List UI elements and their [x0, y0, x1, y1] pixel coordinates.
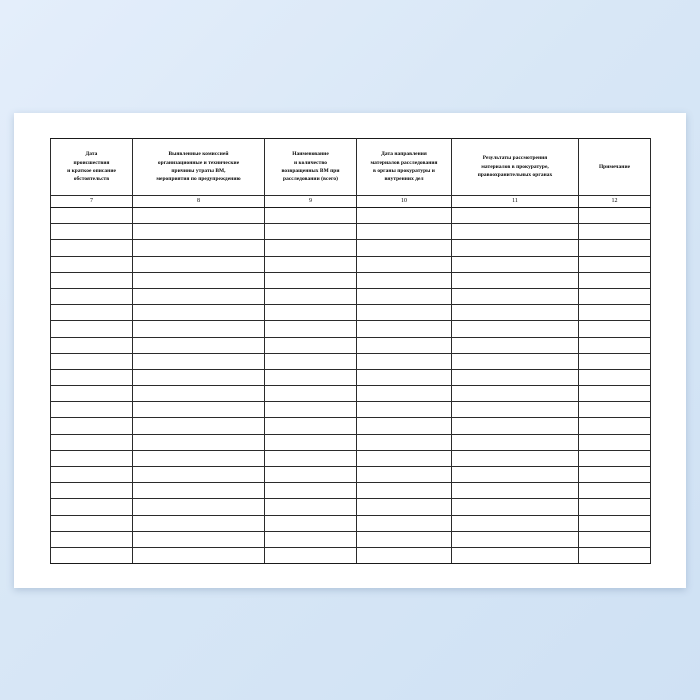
table-cell — [133, 483, 265, 499]
table-cell — [133, 224, 265, 240]
table-row — [51, 305, 651, 321]
table-cell — [265, 499, 357, 515]
table-cell — [51, 499, 133, 515]
table-cell — [452, 434, 579, 450]
table-cell — [357, 386, 452, 402]
table-cell — [357, 224, 452, 240]
table-cell — [452, 240, 579, 256]
table-row — [51, 256, 651, 272]
table-cell — [357, 321, 452, 337]
table-cell — [357, 450, 452, 466]
table-cell — [452, 337, 579, 353]
table-cell — [133, 369, 265, 385]
table-cell — [51, 402, 133, 418]
table-cell — [579, 240, 651, 256]
document-page — [14, 113, 686, 588]
table-cell — [357, 256, 452, 272]
table-cell — [133, 337, 265, 353]
table-row — [51, 386, 651, 402]
table-cell — [51, 483, 133, 499]
table-row — [51, 467, 651, 483]
table-cell — [357, 353, 452, 369]
table-cell — [51, 547, 133, 563]
table-cell — [452, 547, 579, 563]
table-cell — [452, 208, 579, 224]
table-cell — [51, 256, 133, 272]
column-header-review-results: Результаты рассмотрения материалов в прокуратуре, правоохранительных органах — [452, 139, 579, 196]
table-cell — [452, 418, 579, 434]
table-cell — [579, 353, 651, 369]
column-header-causes-measures: Выявленные комиссией организационные и технические причины утраты ВМ, мероприятия по предупреждению — [133, 139, 265, 196]
table-cell — [133, 386, 265, 402]
table-cell — [579, 288, 651, 304]
table-cell — [357, 547, 452, 563]
table-row — [51, 515, 651, 531]
table-cell — [357, 208, 452, 224]
table-cell — [579, 386, 651, 402]
table-cell — [133, 240, 265, 256]
column-number-9: 9 — [265, 196, 357, 208]
table-cell — [579, 321, 651, 337]
table-cell — [133, 272, 265, 288]
table-row — [51, 499, 651, 515]
table-container — [50, 138, 650, 564]
table-cell — [357, 305, 452, 321]
table-cell — [265, 418, 357, 434]
table-cell — [51, 369, 133, 385]
table-cell — [357, 272, 452, 288]
table-cell — [265, 224, 357, 240]
table-cell — [579, 434, 651, 450]
table-cell — [357, 531, 452, 547]
table-cell — [452, 272, 579, 288]
table-cell — [452, 450, 579, 466]
table-row — [51, 272, 651, 288]
column-header-incident-date: Дата происшествия и краткое описание обстоятельств — [51, 139, 133, 196]
table-cell — [51, 208, 133, 224]
table-cell — [51, 531, 133, 547]
table-row — [51, 337, 651, 353]
table-cell — [357, 499, 452, 515]
table-cell — [579, 272, 651, 288]
table-cell — [51, 467, 133, 483]
column-number-10: 10 — [357, 196, 452, 208]
column-number-8: 8 — [133, 196, 265, 208]
table-header-row — [51, 139, 651, 196]
table-cell — [133, 418, 265, 434]
table-cell — [452, 402, 579, 418]
table-cell — [452, 321, 579, 337]
table-cell — [265, 515, 357, 531]
table-cell — [357, 434, 452, 450]
table-row — [51, 353, 651, 369]
table-cell — [357, 483, 452, 499]
table-cell — [265, 369, 357, 385]
table-cell — [51, 434, 133, 450]
table-cell — [452, 224, 579, 240]
table-cell — [265, 402, 357, 418]
column-number-7: 7 — [51, 196, 133, 208]
table-cell — [265, 547, 357, 563]
table-cell — [452, 515, 579, 531]
journal-table — [50, 138, 651, 564]
table-cell — [579, 256, 651, 272]
table-cell — [265, 450, 357, 466]
table-cell — [452, 499, 579, 515]
table-cell — [265, 288, 357, 304]
table-row — [51, 369, 651, 385]
table-cell — [357, 288, 452, 304]
table-cell — [51, 515, 133, 531]
table-cell — [265, 467, 357, 483]
table-row — [51, 434, 651, 450]
table-cell — [133, 256, 265, 272]
table-cell — [452, 531, 579, 547]
table-cell — [133, 531, 265, 547]
table-cell — [133, 353, 265, 369]
table-cell — [452, 288, 579, 304]
table-cell — [579, 547, 651, 563]
table-body — [51, 208, 651, 564]
table-cell — [452, 467, 579, 483]
table-cell — [51, 224, 133, 240]
table-cell — [579, 305, 651, 321]
table-cell — [51, 321, 133, 337]
table-cell — [452, 386, 579, 402]
table-cell — [133, 305, 265, 321]
table-cell — [133, 321, 265, 337]
table-row — [51, 483, 651, 499]
table-cell — [265, 321, 357, 337]
table-cell — [133, 402, 265, 418]
table-row — [51, 402, 651, 418]
table-cell — [452, 353, 579, 369]
table-row — [51, 321, 651, 337]
column-number-12: 12 — [579, 196, 651, 208]
table-row — [51, 288, 651, 304]
table-row — [51, 240, 651, 256]
table-cell — [579, 224, 651, 240]
table-cell — [51, 337, 133, 353]
table-cell — [51, 353, 133, 369]
table-cell — [265, 353, 357, 369]
table-cell — [357, 240, 452, 256]
column-header-notes: Примечание — [579, 139, 651, 196]
table-cell — [357, 418, 452, 434]
table-row — [51, 450, 651, 466]
table-cell — [579, 208, 651, 224]
column-number-row — [51, 196, 651, 208]
table-row — [51, 224, 651, 240]
table-cell — [133, 515, 265, 531]
table-cell — [265, 240, 357, 256]
table-row — [51, 547, 651, 563]
table-row — [51, 531, 651, 547]
table-cell — [265, 256, 357, 272]
table-cell — [452, 256, 579, 272]
table-cell — [357, 515, 452, 531]
table-cell — [265, 434, 357, 450]
table-cell — [51, 418, 133, 434]
column-header-returned-materials: Наименование и количество возвращенных ВМ при расследовании (всего) — [265, 139, 357, 196]
table-cell — [579, 515, 651, 531]
table-cell — [452, 483, 579, 499]
table-cell — [133, 467, 265, 483]
table-cell — [51, 272, 133, 288]
table-cell — [579, 402, 651, 418]
table-cell — [51, 386, 133, 402]
table-cell — [265, 305, 357, 321]
table-cell — [579, 499, 651, 515]
table-cell — [265, 483, 357, 499]
table-cell — [51, 305, 133, 321]
column-header-referral-date: Дата направления материалов расследования в органы прокуратуры и внутренних дел — [357, 139, 452, 196]
table-cell — [133, 434, 265, 450]
table-row — [51, 208, 651, 224]
table-cell — [133, 208, 265, 224]
table-cell — [51, 240, 133, 256]
table-cell — [357, 369, 452, 385]
table-cell — [265, 272, 357, 288]
table-cell — [133, 499, 265, 515]
table-cell — [265, 337, 357, 353]
table-cell — [579, 337, 651, 353]
table-cell — [579, 483, 651, 499]
table-cell — [133, 450, 265, 466]
column-number-11: 11 — [452, 196, 579, 208]
table-cell — [51, 450, 133, 466]
table-cell — [579, 450, 651, 466]
table-cell — [133, 288, 265, 304]
table-cell — [265, 531, 357, 547]
table-cell — [265, 386, 357, 402]
table-cell — [357, 467, 452, 483]
table-cell — [579, 531, 651, 547]
table-cell — [265, 208, 357, 224]
table-cell — [579, 467, 651, 483]
table-cell — [357, 402, 452, 418]
table-cell — [133, 547, 265, 563]
table-cell — [452, 369, 579, 385]
table-row — [51, 418, 651, 434]
table-cell — [51, 288, 133, 304]
table-cell — [357, 337, 452, 353]
table-cell — [452, 305, 579, 321]
table-cell — [579, 418, 651, 434]
table-cell — [579, 369, 651, 385]
